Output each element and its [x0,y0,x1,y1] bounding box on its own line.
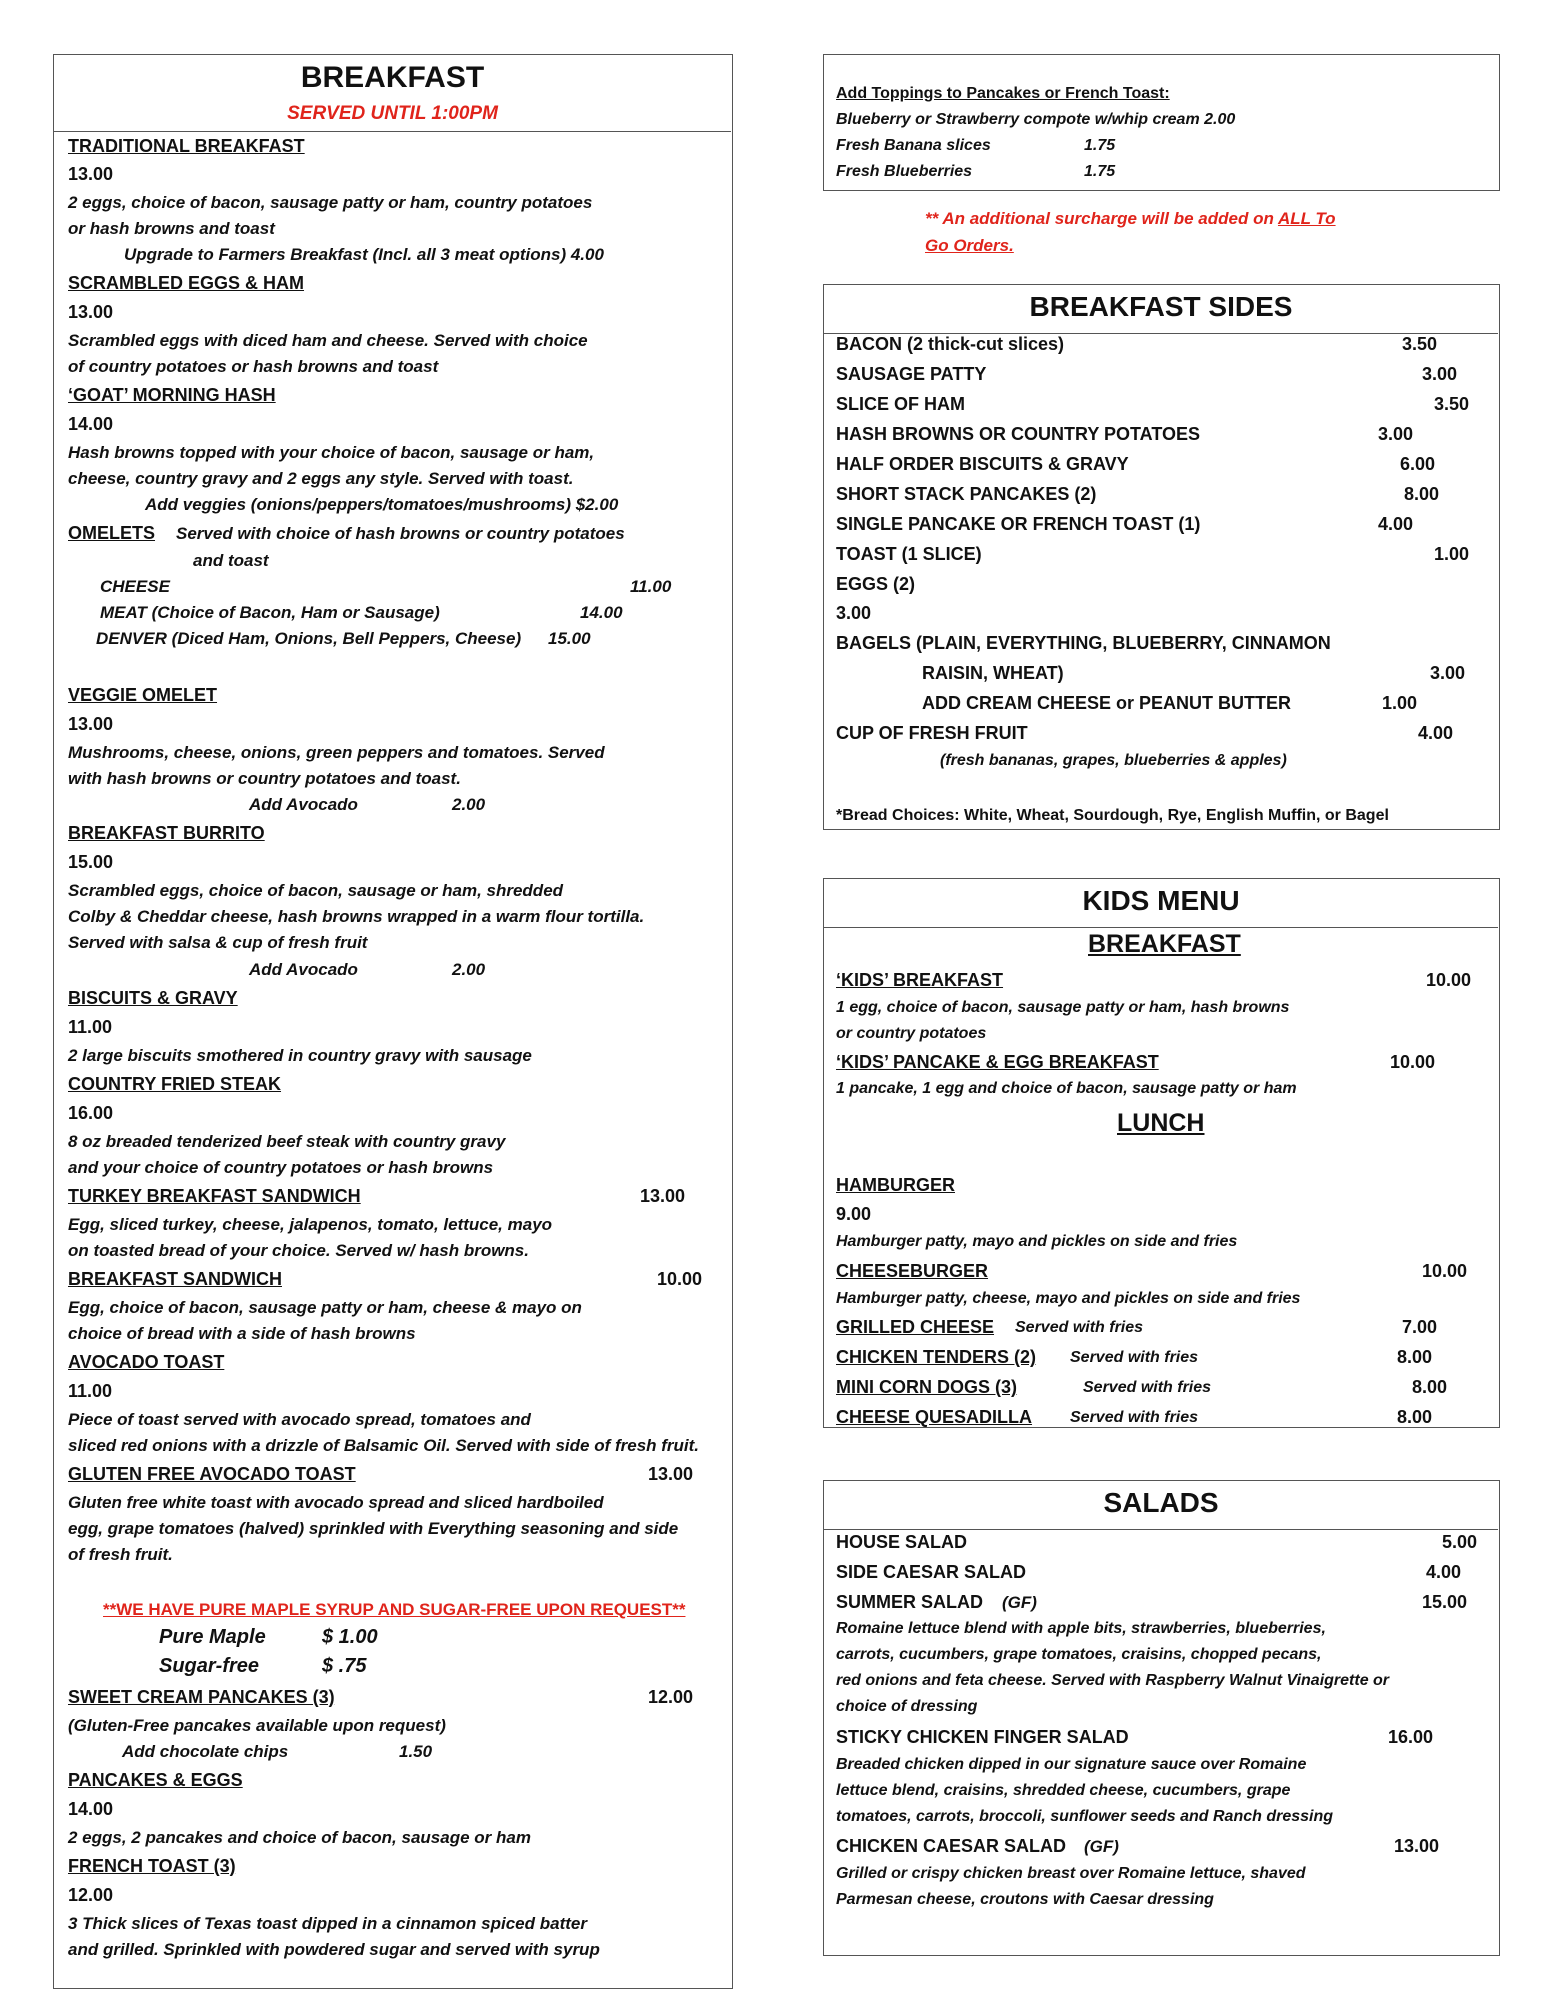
side-item-name: CUP OF FRESH FRUIT [836,723,1028,743]
chicken-caesar-desc: Grilled or crispy chicken breast over Romaine lettuce, shaved [836,1865,1306,1882]
house-salad-price: 5.00 [1442,1532,1478,1552]
traditional-breakfast-desc: 2 eggs, choice of bacon, sausage patty or ham, country potatoes [68,193,593,212]
side-caesar-name: SIDE CAESAR SALAD [836,1562,1027,1582]
sugar-free: Sugar-free [159,1655,260,1677]
burrito-desc: Colby & Cheddar cheese, hash browns wrapped in a warm flour tortilla. [68,907,645,926]
gf-avocado-desc: of fresh fruit. [68,1545,173,1564]
cfs-price: 16.00 [68,1103,114,1123]
gf-avocado-desc: Gluten free white toast with avocado spread and sliced hardboiled [68,1493,604,1512]
omelet-denver-price: 15.00 [548,629,591,648]
side-item-price: 4.00 [1418,723,1454,743]
side-item-name: TOAST (1 SLICE) [836,544,982,564]
goat-hash-addon: Add veggies (onions/peppers/tomatoes/mushrooms) $2.00 [145,495,619,514]
burrito-price: 15.00 [68,852,114,872]
bread-note: *Bread Choices: White, Wheat, Sourdough, Rye, English Muffin, or Bagel [836,807,1389,824]
sweetcream-name: SWEET CREAM PANCAKES (3) [68,1687,335,1707]
corn-dogs-name: MINI CORN DOGS (3) [836,1377,1018,1397]
cfs-desc: and your choice of country potatoes or hash browns [68,1158,494,1177]
hamburger-price: 9.00 [836,1204,872,1224]
kids-pancake-name: ‘KIDS’ PANCAKE & EGG BREAKFAST [836,1052,1159,1072]
side-item-name: EGGS (2) [836,574,916,594]
bsand-desc: choice of bread with a side of hash browns [68,1324,416,1343]
quesadilla-name: CHEESE QUESADILLA [836,1407,1033,1427]
toppings-blueberries: Fresh Blueberries [836,163,973,180]
french-toast-desc: 3 Thick slices of Texas toast dipped in a cinnamon spiced batter [68,1914,587,1933]
side-item-name: HALF ORDER BISCUITS & GRAVY [836,454,1129,474]
omelet-cheese-price: 11.00 [630,577,672,596]
turkey-desc: Egg, sliced turkey, cheese, jalapenos, tomato, lettuce, mayo [68,1215,553,1234]
kids-pancake-price: 10.00 [1390,1052,1436,1072]
veggie-omelet-name: VEGGIE OMELET [68,685,218,705]
chicken-tenders-name: CHICKEN TENDERS (2) [836,1347,1037,1367]
sweetcream-addon: Add chocolate chips [122,1742,289,1761]
biscuits-desc: 2 large biscuits smothered in country gravy with sausage [68,1046,532,1065]
omelet-cheese: CHEESE [100,577,170,596]
surcharge-line2: Go Orders. [925,236,1014,255]
corn-dogs-note: Served with fries [1083,1379,1212,1396]
traditional-breakfast-price: 13.00 [68,164,114,184]
pure-maple: Pure Maple [159,1626,266,1648]
burrito-addon-price: 2.00 [452,960,486,979]
sticky-salad-price: 16.00 [1388,1727,1434,1747]
gf-avocado-price: 13.00 [648,1464,694,1484]
syrup-notice: **WE HAVE PURE MAPLE SYRUP AND SUGAR-FREE UPON REQUEST** [103,1600,686,1619]
grilled-cheese-price: 7.00 [1402,1317,1438,1337]
scrambled-eggs-price: 13.00 [68,302,114,322]
sticky-salad-name: STICKY CHICKEN FINGER SALAD [836,1727,1129,1747]
omelets-desc: and toast [193,551,269,570]
summer-salad-desc: red onions and feta cheese. Served with Raspberry Walnut Vinaigrette or [836,1672,1390,1689]
kids-breakfast-desc: 1 egg, choice of bacon, sausage patty or ham, hash browns [836,999,1290,1016]
chicken-caesar-name: CHICKEN CAESAR SALAD [836,1836,1067,1856]
toppings-blueberries-price: 1.75 [1084,163,1116,180]
toppings-banana: Fresh Banana slices [836,137,991,154]
pancakes-eggs-name: PANCAKES & EGGS [68,1770,243,1790]
side-item-name-cont: RAISIN, WHEAT) [922,663,1064,683]
french-toast-name: FRENCH TOAST (3) [68,1856,236,1876]
chicken-caesar-desc: Parmesan cheese, croutons with Caesar dressing [836,1891,1214,1908]
omelets-desc: Served with choice of hash browns or country potatoes [176,524,625,543]
biscuits-price: 11.00 [68,1017,113,1037]
french-toast-price: 12.00 [68,1885,114,1905]
goat-hash-name: ‘GOAT’ MORNING HASH [68,385,276,405]
sugar-free-price: $ .75 [322,1655,367,1677]
side-item-price: 3.50 [1434,394,1470,414]
side-item-name: HASH BROWNS OR COUNTRY POTATOES [836,424,1201,444]
farmers-upgrade: Upgrade to Farmers Breakfast (Incl. all 3 meat options) 4.00 [124,245,604,264]
side-item-price: 1.00 [1382,693,1418,713]
scrambled-eggs-name: SCRAMBLED EGGS & HAM [68,273,305,293]
kids-menu-section [823,878,1500,1428]
kids-breakfast-price: 10.00 [1426,970,1472,990]
kids-breakfast-desc: or country potatoes [836,1025,987,1042]
pure-maple-price: $ 1.00 [322,1626,378,1648]
summer-salad-desc: choice of dressing [836,1698,978,1715]
avocado-name: AVOCADO TOAST [68,1352,225,1372]
burrito-name: BREAKFAST BURRITO [68,823,265,843]
salads-title: SALADS [1103,1487,1219,1518]
goat-hash-price: 14.00 [68,414,114,434]
surcharge-emph: ALL To [1277,209,1336,228]
side-item-name: BACON (2 thick-cut slices) [836,334,1065,354]
kids-header [824,879,1498,928]
gf-avocado-name: GLUTEN FREE AVOCADO TOAST [68,1464,356,1484]
kids-breakfast-header: BREAKFAST [1088,930,1241,958]
traditional-breakfast-desc: or hash browns and toast [68,219,275,238]
sweetcream-desc: (Gluten-Free pancakes available upon request) [68,1716,446,1735]
side-item-price: 3.50 [1402,334,1438,354]
chicken-tenders-price: 8.00 [1397,1347,1433,1367]
omelets-name: OMELETS [68,523,156,543]
sticky-salad-desc: tomatoes, carrots, broccoli, sunflower seeds and Ranch dressing [836,1808,1334,1825]
corn-dogs-price: 8.00 [1412,1377,1448,1397]
turkey-desc: on toasted bread of your choice. Served w/ hash browns. [68,1241,529,1260]
kids-pancake-desc: 1 pancake, 1 egg and choice of bacon, sausage patty or ham [836,1080,1297,1097]
bsand-price: 10.00 [657,1269,703,1289]
cheeseburger-name: CHEESEBURGER [836,1261,989,1281]
side-item-price: 3.00 [836,603,872,623]
quesadilla-note: Served with fries [1070,1409,1199,1426]
grilled-cheese-note: Served with fries [1015,1319,1144,1336]
side-item-price: 3.00 [1430,663,1466,683]
cfs-name: COUNTRY FRIED STEAK [68,1074,282,1094]
sides-title: BREAKFAST SIDES [1029,291,1293,322]
summer-salad-price: 15.00 [1422,1592,1468,1612]
side-item-name: SHORT STACK PANCAKES (2) [836,484,1097,504]
pancakes-eggs-desc: 2 eggs, 2 pancakes and choice of bacon, sausage or ham [68,1828,531,1847]
traditional-breakfast-name: TRADITIONAL BREAKFAST [68,136,305,156]
chicken-caesar-gf: (GF) [1084,1837,1119,1856]
toppings-title: Add Toppings to Pancakes or French Toast: [836,85,1170,102]
scrambled-eggs-desc: Scrambled eggs with diced ham and cheese. Served with choice [68,331,588,350]
quesadilla-price: 8.00 [1397,1407,1433,1427]
goat-hash-desc: Hash browns topped with your choice of bacon, sausage or ham, [68,443,595,462]
side-item-name: SINGLE PANCAKE OR FRENCH TOAST (1) [836,514,1201,534]
breakfast-title: BREAKFAST [300,61,485,94]
sticky-salad-desc: lettuce blend, craisins, shredded cheese, cucumbers, grape [836,1782,1291,1799]
surcharge-prefix: ** An additional surcharge will be added on [925,209,1278,228]
side-caesar-price: 4.00 [1426,1562,1462,1582]
cheeseburger-price: 10.00 [1422,1261,1468,1281]
omelet-meat-price: 14.00 [580,603,623,622]
summer-salad-name: SUMMER SALAD [836,1592,983,1612]
veggie-omelet-desc: with hash browns or country potatoes and toast. [68,769,461,788]
omelet-denver: DENVER (Diced Ham, Onions, Bell Peppers, Cheese) [96,629,522,648]
sides-header [824,285,1498,334]
burrito-addon: Add Avocado [249,960,358,979]
bsand-name: BREAKFAST SANDWICH [68,1269,282,1289]
toppings-compote: Blueberry or Strawberry compote w/whip cream 2.00 [836,111,1236,128]
chicken-tenders-note: Served with fries [1070,1349,1199,1366]
hamburger-name: HAMBURGER [836,1175,955,1195]
goat-hash-desc: cheese, country gravy and 2 eggs any style. Served with toast. [68,469,574,488]
summer-salad-desc: carrots, cucumbers, grape tomatoes, craisins, chopped pecans, [836,1646,1322,1663]
hamburger-desc: Hamburger patty, mayo and pickles on side and fries [836,1233,1238,1250]
biscuits-name: BISCUITS & GRAVY [68,988,238,1008]
veggie-addon: Add Avocado [249,795,358,814]
side-item-name: BAGELS (PLAIN, EVERYTHING, BLUEBERRY, CINNAMON [836,633,1331,653]
side-item-price: 3.00 [1378,424,1414,444]
burrito-desc: Served with salsa & cup of fresh fruit [68,933,368,952]
sweetcream-price: 12.00 [648,1687,694,1707]
grilled-cheese-name: GRILLED CHEESE [836,1317,995,1337]
salads-header [824,1481,1498,1530]
veggie-omelet-desc: Mushrooms, cheese, onions, green peppers and tomatoes. Served [68,743,605,762]
french-toast-desc: and grilled. Sprinkled with powdered sugar and served with syrup [68,1940,600,1959]
bsand-desc: Egg, choice of bacon, sausage patty or ham, cheese & mayo on [68,1298,582,1317]
scrambled-eggs-desc: of country potatoes or hash browns and toast [68,357,439,376]
veggie-omelet-price: 13.00 [68,714,114,734]
side-item-price: 8.00 [1404,484,1440,504]
kids-title: KIDS MENU [1082,885,1240,916]
surcharge-line1 [925,209,1336,229]
cheeseburger-desc: Hamburger patty, cheese, mayo and pickles on side and fries [836,1290,1301,1307]
side-item-price: 1.00 [1434,544,1470,564]
sweetcream-addon-price: 1.50 [399,1742,433,1761]
breakfast-served-until: SERVED UNTIL 1:00PM [287,103,498,124]
pancakes-eggs-price: 14.00 [68,1799,114,1819]
avocado-desc: Piece of toast served with avocado spread, tomatoes and [68,1410,531,1429]
side-item-price: 6.00 [1400,454,1436,474]
toppings-banana-price: 1.75 [1084,137,1116,154]
side-item-name: ADD CREAM CHEESE or PEANUT BUTTER [922,693,1292,713]
turkey-price: 13.00 [640,1186,686,1206]
chicken-caesar-price: 13.00 [1394,1836,1440,1856]
sticky-salad-desc: Breaded chicken dipped in our signature sauce over Romaine [836,1756,1307,1773]
avocado-price: 11.00 [68,1381,113,1401]
side-item-price: 4.00 [1378,514,1414,534]
summer-salad-desc: Romaine lettuce blend with apple bits, strawberries, blueberries, [836,1620,1326,1637]
side-item-name: SLICE OF HAM [836,394,965,414]
veggie-addon-price: 2.00 [452,795,486,814]
summer-salad-gf: (GF) [1002,1593,1037,1612]
fruit-note: (fresh bananas, grapes, blueberries & apples) [940,752,1287,769]
breakfast-header [54,55,731,132]
turkey-name: TURKEY BREAKFAST SANDWICH [68,1186,361,1206]
side-item-name: SAUSAGE PATTY [836,364,987,384]
kids-lunch-header: LUNCH [1117,1109,1205,1137]
cfs-desc: 8 oz breaded tenderized beef steak with country gravy [68,1132,506,1151]
avocado-desc: sliced red onions with a drizzle of Balsamic Oil. Served with side of fresh fruit. [68,1436,700,1455]
house-salad-name: HOUSE SALAD [836,1532,968,1552]
burrito-desc: Scrambled eggs, choice of bacon, sausage or ham, shredded [68,881,564,900]
omelet-meat: MEAT (Choice of Bacon, Ham or Sausage) [100,603,440,622]
gf-avocado-desc: egg, grape tomatoes (halved) sprinkled with Everything seasoning and side [68,1519,679,1538]
kids-breakfast-name: ‘KIDS’ BREAKFAST [836,970,1004,990]
side-item-price: 3.00 [1422,364,1458,384]
